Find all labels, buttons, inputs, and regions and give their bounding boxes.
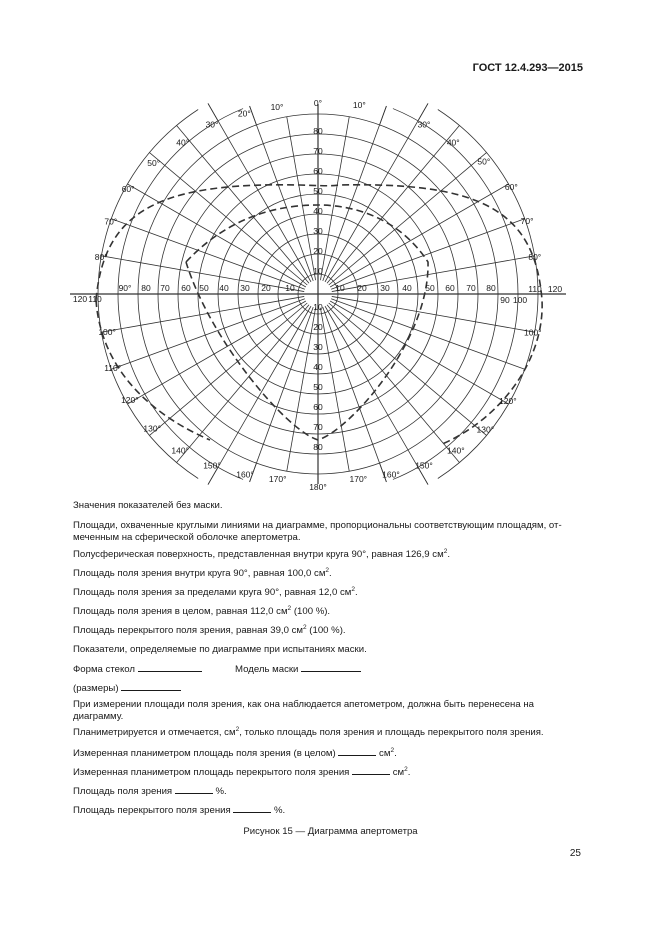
transfer-note: При измерении площади поля зрения, как она наблюдается апетометром, должна быть перенесена на диаграмму. <box>73 699 534 722</box>
angle-label: 170° <box>268 474 287 485</box>
figure-caption: Рисунок 15 — Диаграмма апертометра <box>243 826 418 837</box>
grid-radial-line <box>149 303 307 435</box>
angle-label: 100° <box>98 326 116 337</box>
grid-radial-line <box>323 307 387 485</box>
angle-label: 10° <box>352 99 366 110</box>
grid-radial-line <box>250 106 314 281</box>
radial-label: 80 <box>313 126 323 136</box>
measured-total-blank[interactable] <box>338 746 376 756</box>
planimeter-note: Планиметрируется и отмечается, $см^2$, только площадь поля зрения и площадь перекрытого поля зрения. <box>73 725 544 738</box>
angle-label: 170° <box>349 474 368 485</box>
radial-label: 40 <box>313 362 323 372</box>
lens-form-row: Форма стекол Модель маски <box>73 662 585 676</box>
radial-label: 20 <box>313 246 323 256</box>
measured-overlap-blank[interactable] <box>352 765 390 775</box>
horizontal-label: 70 <box>160 283 170 293</box>
angle-label: 80° <box>94 252 108 263</box>
grid-radial-line <box>330 301 508 404</box>
dimensions-blank[interactable] <box>121 681 181 691</box>
radial-label: 50 <box>313 382 323 392</box>
horizontal-label: 10 <box>285 283 295 293</box>
radial-label: 30 <box>313 342 323 352</box>
grid-radial-line <box>331 299 525 369</box>
overlap-percent-blank[interactable] <box>233 803 271 813</box>
horizontal-label: 90 <box>500 295 510 305</box>
horizontal-label: 80 <box>486 283 496 293</box>
dimensions-row: (размеры) <box>73 681 585 695</box>
lens-form-blank[interactable] <box>138 662 202 672</box>
angle-label: 130° <box>476 424 495 435</box>
grid-edge <box>208 103 218 120</box>
grid-radial-line <box>320 308 349 471</box>
angle-label: 70° <box>104 216 118 227</box>
grid-radial-line <box>325 306 428 484</box>
angle-label: 100° <box>524 327 542 338</box>
radial-label: 70 <box>313 422 323 432</box>
radial-label: 80 <box>313 442 323 452</box>
mask-indicators: Показатели, определяемые по диаграмме при испытаниях маски. <box>73 644 367 655</box>
field-percent-row: Площадь поля зрения %. <box>73 786 227 797</box>
measured-overlap-row: Измеренная планиметром площадь перекрытого поля зрения $см^2$. <box>73 765 411 778</box>
grid-radial-line <box>327 305 459 463</box>
radial-label: 20 <box>313 322 323 332</box>
grid-radial-line <box>149 153 307 285</box>
field-outside-90: Площадь поля зрения за пределами круга 90°, равная 12,0 $см^2$. <box>73 585 358 598</box>
radial-label: 60 <box>313 402 323 412</box>
radial-label: 70 <box>313 146 323 156</box>
grid-radial-line <box>111 219 305 289</box>
angle-label: 0° <box>313 98 323 108</box>
grid-radial-line <box>329 153 487 285</box>
angle-label: 180° <box>309 482 327 492</box>
angle-label: 40° <box>446 137 460 148</box>
horizontal-label: 120 <box>547 284 563 294</box>
angle-label: 70° <box>520 215 534 226</box>
angle-label: 30° <box>205 119 219 130</box>
field-total: Площадь поля зрения в целом, равная 112,0 $см^2$ (100 %). <box>73 604 331 617</box>
grid-radial-line <box>127 184 305 287</box>
angle-label: 150° <box>415 460 433 471</box>
horizontal-label: 30 <box>380 283 390 293</box>
angle-label: 160° <box>382 469 400 480</box>
radial-label: 50 <box>313 186 323 196</box>
horizontal-label: 70 <box>466 283 476 293</box>
horizontal-label: 60 <box>445 283 455 293</box>
grid-edge <box>380 106 387 125</box>
angle-label: 50° <box>147 157 161 168</box>
measured-total-row: Измеренная планиметром площадь поля зрения (в целом) $см^2$. <box>73 746 397 759</box>
radial-label: 10 <box>313 266 323 276</box>
angle-label: 120° <box>499 396 517 406</box>
grid-radial-line <box>177 305 309 463</box>
grid-radial-line <box>205 103 311 281</box>
horizontal-label: 40 <box>402 283 412 293</box>
angle-label: 30° <box>417 119 431 130</box>
angle-label: 40° <box>176 137 190 148</box>
angle-label: 160° <box>236 469 254 480</box>
horizontal-label: 120 <box>72 294 88 304</box>
horizontal-label: 90° <box>118 283 132 293</box>
horizontal-label: 110 <box>528 284 542 294</box>
field-inside-90: Площадь поля зрения внутри круга 90°, равная 100,0 $см^2$. <box>73 566 332 579</box>
angle-label: 60° <box>504 182 518 192</box>
horizontal-label: 40 <box>219 283 229 293</box>
grid-radial-line <box>111 299 305 369</box>
horizontal-label: 20 <box>357 283 367 293</box>
angle-label: 80° <box>528 252 542 263</box>
radial-label: 60 <box>313 166 323 176</box>
grid-radial-line <box>323 106 387 281</box>
horizontal-label: 60 <box>181 283 191 293</box>
horizontal-label: 80 <box>141 283 151 293</box>
note-area-proportional: Площади, охваченные круглыми линиями на диаграмме, пропорциональны соответствующим площадям, от-меченным на сферической оболочке апертометра. <box>73 520 562 543</box>
grid-radial-line <box>127 301 305 404</box>
grid-radial-line <box>250 307 314 485</box>
mask-model-blank[interactable] <box>301 662 361 672</box>
radial-label: 30 <box>313 226 323 236</box>
horizontal-label: 50 <box>199 283 209 293</box>
page-number: 25 <box>569 848 581 859</box>
grid-radial-line <box>287 308 316 471</box>
angle-label: 60° <box>121 184 135 194</box>
hemisphere-area: Полусферическая поверхность, представленная внутри круга 90°, равная 126,9 $см^2$. <box>73 547 450 560</box>
angle-label: 140° <box>447 445 465 456</box>
document-header: ГОСТ 12.4.293—2015 <box>472 62 583 74</box>
grid-radial-line <box>331 219 525 289</box>
horizontal-label: 50 <box>425 283 435 293</box>
grid-radial-line <box>330 184 508 287</box>
grid-radial-line <box>177 125 309 283</box>
angle-label: 10° <box>270 101 284 112</box>
angle-label: 120° <box>121 395 139 405</box>
angle-label: 50° <box>477 156 491 167</box>
horizontal-label: 10 <box>335 283 345 293</box>
radial-label: 40 <box>313 206 323 216</box>
horizontal-label: 100 <box>512 295 528 305</box>
overlap-percent-row: Площадь перекрытого поля зрения %. <box>73 805 286 816</box>
grid-radial-line <box>208 306 311 484</box>
horizontal-label: 20 <box>261 283 271 293</box>
horizontal-label: 110 <box>88 294 102 304</box>
grid-radial-line <box>287 117 316 280</box>
grid-radial-line <box>325 103 428 281</box>
field-percent-blank[interactable] <box>175 784 213 794</box>
angle-label: 140° <box>171 445 189 456</box>
grid-radial-line <box>320 117 349 280</box>
angle-label: 150° <box>203 460 221 471</box>
grid-radial-line <box>327 125 459 283</box>
grid-edge <box>418 103 428 120</box>
note-no-mask: Значения показателей без маски. <box>73 500 223 511</box>
horizontal-label: 30 <box>240 283 250 293</box>
angle-label: 130° <box>143 423 161 434</box>
angle-label: 110° <box>104 362 122 373</box>
field-overlap: Площадь перекрытого поля зрения, равная 39,0 $см^2$ (100 %). <box>73 623 346 636</box>
radial-label: 10 <box>313 302 323 312</box>
angle-label: 20° <box>237 108 251 119</box>
